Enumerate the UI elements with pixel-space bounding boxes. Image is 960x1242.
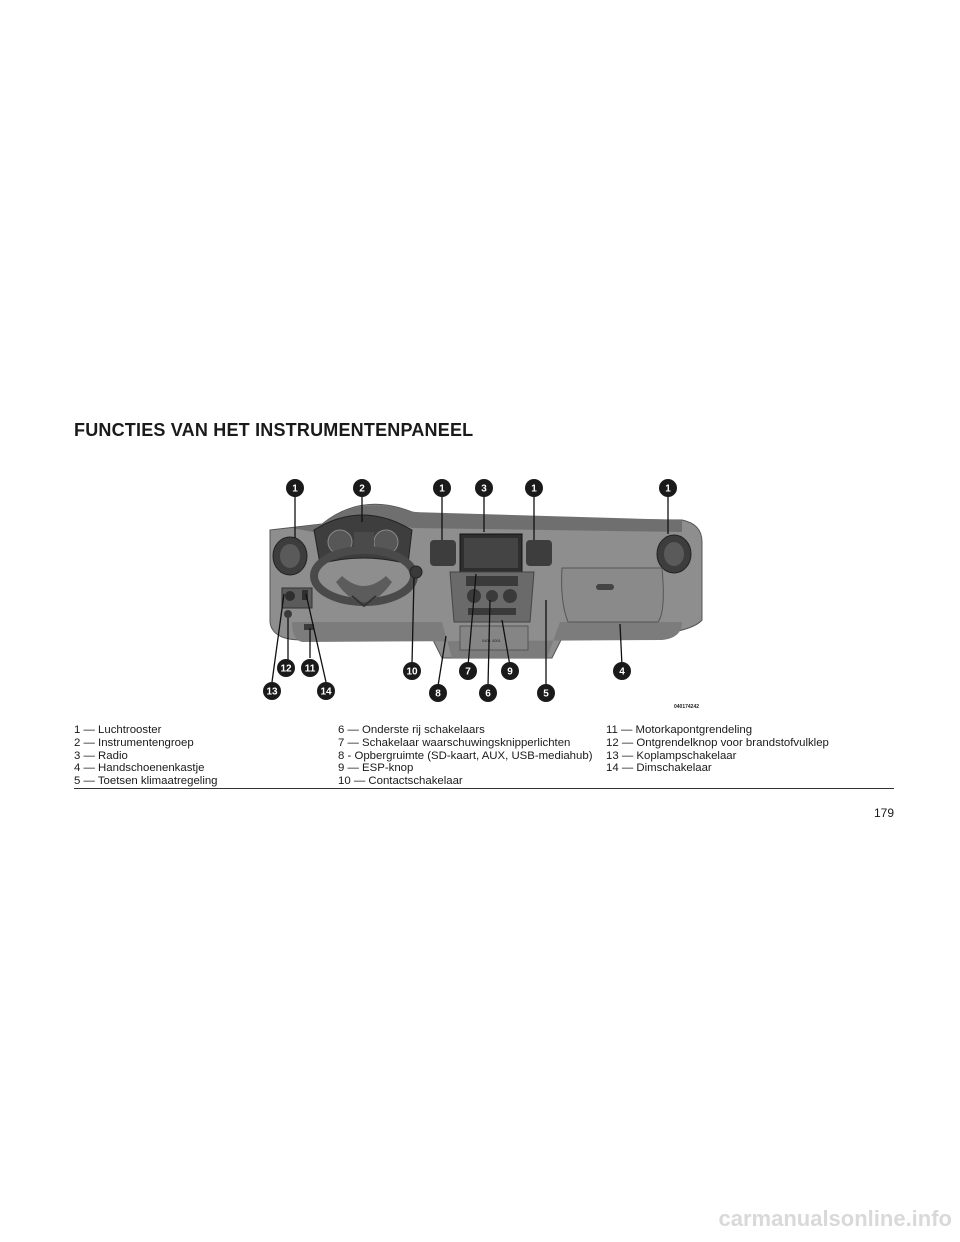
legend-item: 14 — Dimschakelaar bbox=[606, 762, 712, 775]
svg-text:11: 11 bbox=[304, 663, 316, 675]
svg-text:5: 5 bbox=[543, 688, 549, 700]
legend-item: 7 — Schakelaar waarschuwingsknipperlichten bbox=[338, 736, 571, 749]
legend-column-3 bbox=[606, 724, 894, 788]
callout-2 bbox=[353, 479, 371, 497]
callout-11 bbox=[301, 659, 319, 677]
svg-text:14: 14 bbox=[320, 686, 332, 698]
legend-item: 3 — Radio bbox=[74, 749, 128, 762]
svg-text:13: 13 bbox=[266, 686, 278, 698]
svg-text:1: 1 bbox=[439, 483, 445, 495]
callout-1c bbox=[525, 479, 543, 497]
legend-item: 12 — Ontgrendelknop voor brandstofvulklep bbox=[606, 736, 829, 749]
svg-text:2: 2 bbox=[359, 483, 365, 495]
svg-text:1: 1 bbox=[665, 483, 671, 495]
legend-item: 13 — Koplampschakelaar bbox=[606, 749, 737, 762]
dashboard-illustration bbox=[262, 472, 712, 712]
callout-13 bbox=[263, 682, 281, 700]
legend-item: 8 - Opbergruimte (SD-kaart, AUX, USB-mediahub) bbox=[338, 749, 593, 762]
callout-8 bbox=[429, 684, 447, 702]
legend bbox=[74, 724, 894, 788]
svg-text:8: 8 bbox=[435, 688, 441, 700]
svg-text:10: 10 bbox=[406, 666, 418, 678]
image-code: 040174242 bbox=[674, 704, 700, 710]
legend-item: 1 — Luchtrooster bbox=[74, 724, 162, 736]
callout-3 bbox=[475, 479, 493, 497]
callout-7 bbox=[459, 662, 477, 680]
svg-text:9: 9 bbox=[507, 666, 513, 678]
legend-item: 5 — Toetsen klimaatregeling bbox=[74, 775, 218, 788]
legend-item: 2 — Instrumentengroep bbox=[74, 736, 194, 749]
svg-text:6: 6 bbox=[485, 688, 491, 700]
svg-text:3: 3 bbox=[481, 483, 487, 495]
center-right-vent bbox=[526, 540, 552, 566]
watermark: carmanualsonline.info bbox=[718, 1206, 952, 1231]
legend-item: 11 — Motorkapontgrendeling bbox=[606, 724, 753, 736]
callout-4 bbox=[613, 662, 631, 680]
legend-item: 9 — ESP-knop bbox=[338, 762, 414, 775]
callout-14 bbox=[317, 682, 335, 700]
callout-12 bbox=[277, 659, 295, 677]
legend-item: 6 — Onderste rij schakelaars bbox=[338, 724, 485, 736]
callout-6 bbox=[479, 684, 497, 702]
callout-10 bbox=[403, 662, 421, 680]
center-left-vent bbox=[430, 540, 456, 566]
ignition-switch bbox=[410, 566, 422, 578]
legend-column-1 bbox=[74, 724, 338, 788]
callout-5 bbox=[537, 684, 555, 702]
svg-text:12: 12 bbox=[280, 663, 292, 675]
callout-1b bbox=[433, 479, 451, 497]
callout-1d bbox=[659, 479, 677, 497]
legend-column-2 bbox=[338, 724, 606, 788]
svg-text:7: 7 bbox=[465, 666, 471, 678]
screen-label: 0401 4001 bbox=[482, 638, 501, 643]
instrument-panel-figure bbox=[262, 472, 712, 712]
legend-divider bbox=[74, 788, 894, 789]
page-title: FUNCTIES VAN HET INSTRUMENTENPANEEL bbox=[74, 420, 474, 440]
glovebox bbox=[562, 568, 664, 622]
page-number: 179 bbox=[873, 806, 894, 820]
callout-9 bbox=[501, 662, 519, 680]
legend-item: 10 — Contactschakelaar bbox=[338, 775, 463, 788]
callout-1a bbox=[286, 479, 304, 497]
svg-text:1: 1 bbox=[292, 483, 298, 495]
svg-text:4: 4 bbox=[619, 666, 625, 678]
legend-item: 4 — Handschoenenkastje bbox=[74, 762, 205, 775]
svg-text:1: 1 bbox=[531, 483, 537, 495]
